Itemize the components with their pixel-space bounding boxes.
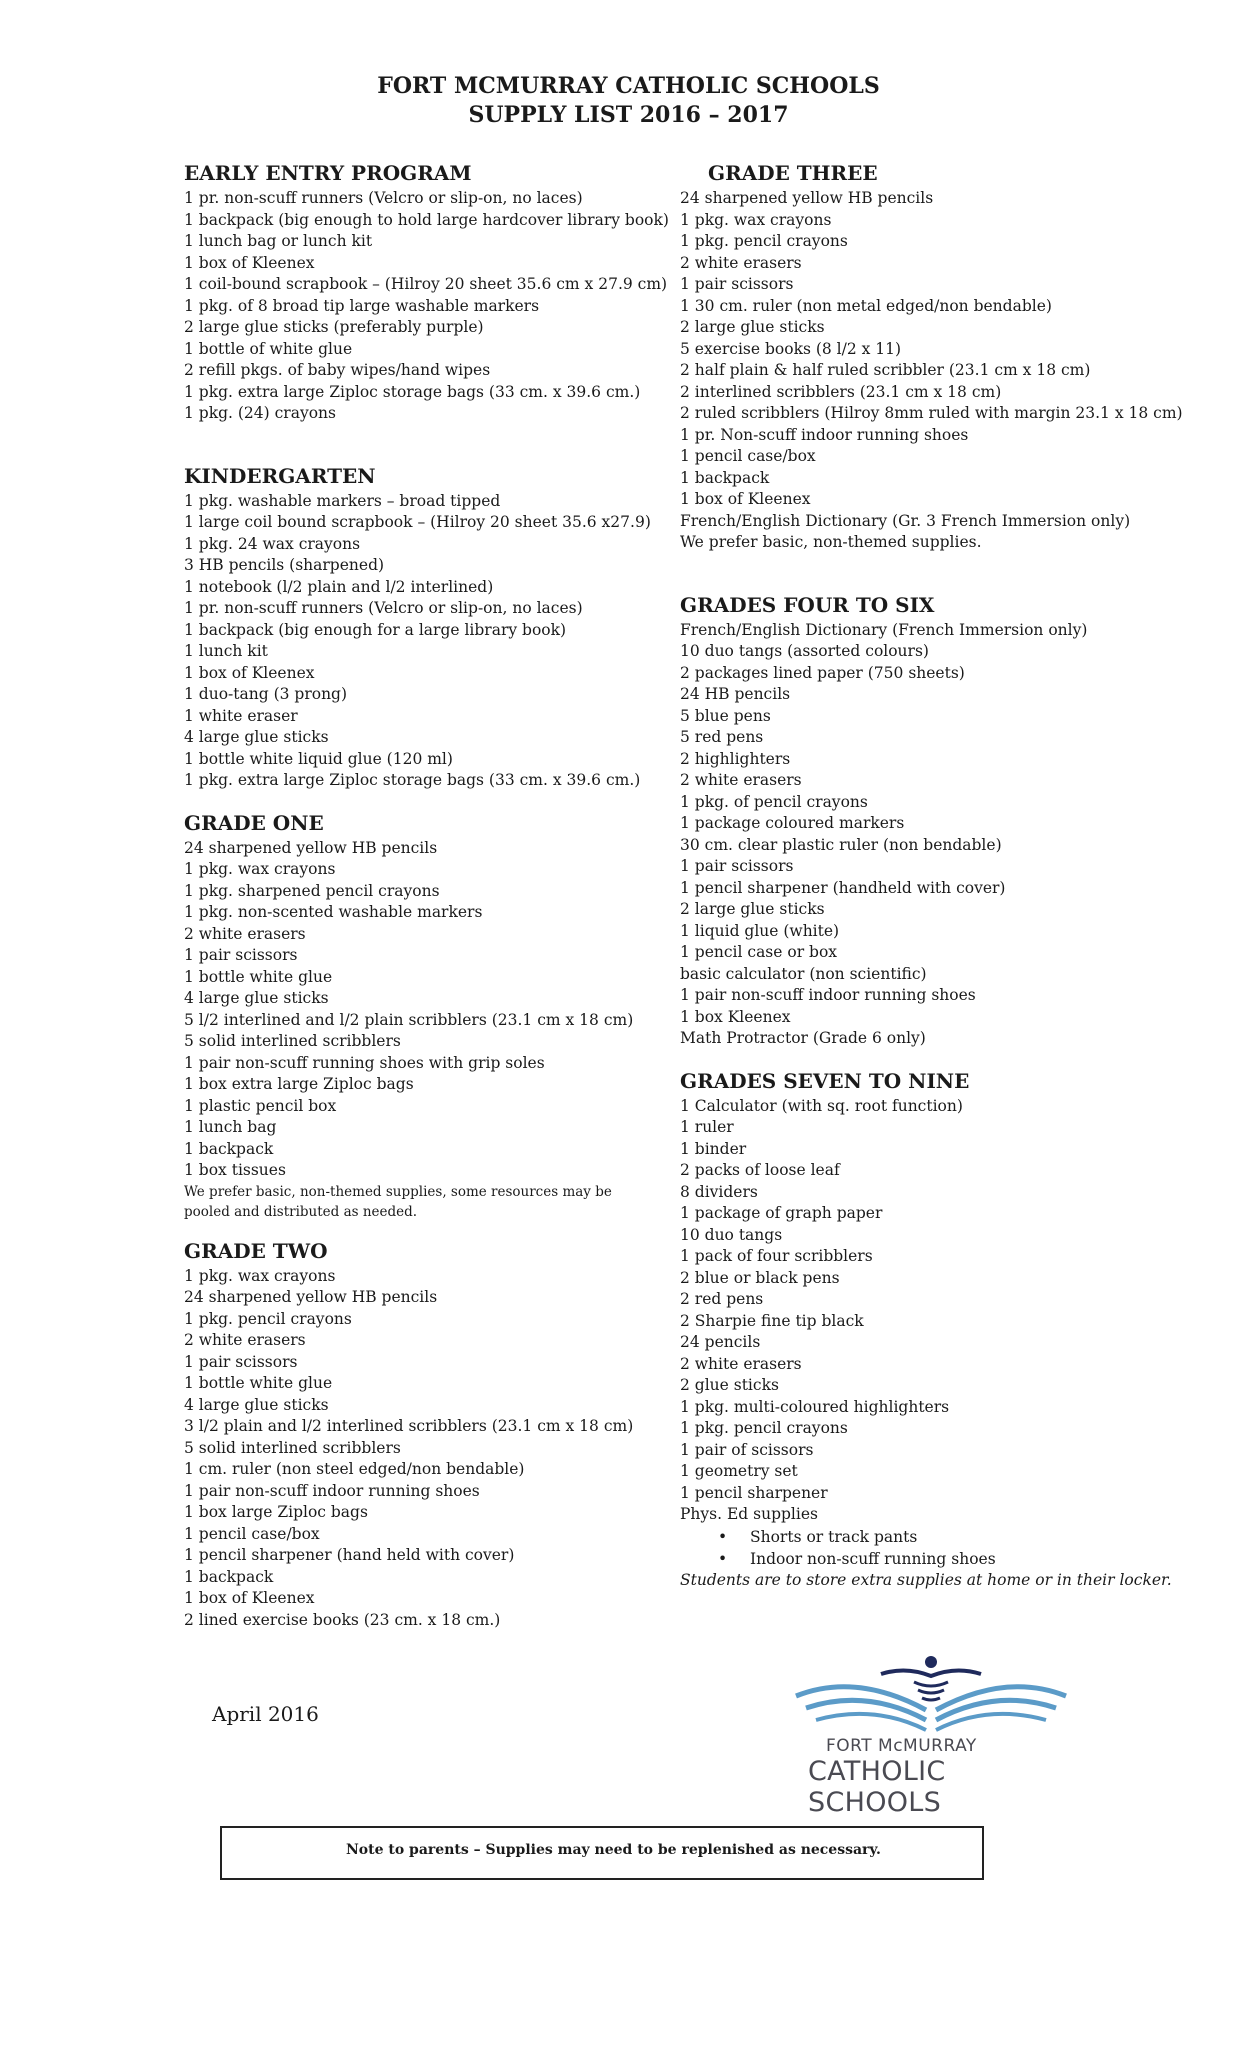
list-item: 1 lunch kit	[184, 642, 268, 660]
list-item: 1 pkg. sharpened pencil crayons	[184, 881, 440, 900]
grade-one-note-line2: pooled and distributed as needed.	[184, 1203, 418, 1220]
list-item: 1 ruler	[680, 1118, 734, 1136]
list-item: 2 ruled scribblers (Hilroy 8mm ruled with margin 23.1 x 18 cm)	[680, 404, 1183, 422]
list-item: 1 backpack	[184, 1139, 274, 1158]
list-item: 1 white eraser	[184, 706, 298, 725]
list-item: 2 white erasers	[680, 771, 802, 789]
section-early-entry	[184, 158, 704, 425]
section-kindergarten	[184, 461, 704, 792]
list-item: 1 lunch bag	[184, 1118, 277, 1136]
list-item: 4 large glue sticks	[184, 1395, 329, 1414]
list-item: 1 pr. non-scuff runners (Velcro or slip-on, no laces)	[184, 599, 583, 617]
list-item: 2 refill pkgs. of baby wipes/hand wipes	[184, 361, 491, 379]
list-item: 2 half plain & half ruled scribbler (23.1 cm x 18 cm)	[680, 361, 1091, 379]
list-item: 10 duo tangs	[680, 1225, 783, 1244]
list-item: 1 pair non-scuff indoor running shoes	[680, 986, 976, 1004]
left-column	[184, 158, 704, 1631]
section-heading: GRADES SEVEN TO NINE	[680, 1068, 970, 1093]
list-item: 1 backpack	[680, 468, 770, 487]
list-item: 1 box Kleenex	[680, 1007, 791, 1026]
section-heading: GRADES FOUR TO SIX	[680, 592, 935, 617]
list-item: 1 pkg. 24 wax crayons	[184, 534, 361, 553]
list-item: 2 white erasers	[184, 924, 306, 943]
list-item: 1 geometry set	[680, 1462, 798, 1480]
list-item: 1 notebook (l/2 plain and l/2 interlined)	[184, 577, 494, 596]
list-item: 1 pencil case/box	[680, 447, 816, 465]
list-item: 1 backpack (big enough for a large library book)	[184, 620, 567, 639]
list-item: 24 sharpened yellow HB pencils	[184, 1288, 438, 1306]
section-heading: GRADE THREE	[708, 161, 878, 185]
item-list	[184, 1266, 704, 1632]
list-item: 1 pair of scissors	[680, 1440, 814, 1459]
list-item: 1 pkg. extra large Ziploc storage bags (33 cm. x 39.6 cm.)	[184, 771, 641, 789]
list-item: 1 pair non-scuff indoor running shoes	[184, 1481, 480, 1500]
list-item: 2 glue sticks	[680, 1376, 779, 1394]
list-item: 4 large glue sticks	[184, 728, 329, 746]
list-item: 1 pack of four scribblers	[680, 1247, 873, 1265]
parent-note-box	[220, 1826, 984, 1880]
list-item: 3 l/2 plain and l/2 interlined scribblers (23.1 cm x 18 cm)	[184, 1417, 634, 1435]
section-heading: KINDERGARTEN	[184, 463, 376, 488]
list-item: 1 backpack	[184, 1567, 274, 1586]
item-list	[184, 838, 704, 1182]
list-item: 2 highlighters	[680, 749, 791, 768]
list-item: 1 bottle white glue	[184, 1374, 333, 1392]
section-grades-four-six	[680, 590, 1200, 1050]
list-item: 4 large glue sticks	[184, 989, 329, 1007]
list-item: Phys. Ed supplies	[680, 1505, 818, 1523]
list-item: 24 pencils	[680, 1333, 761, 1351]
list-item: 1 pkg. extra large Ziploc storage bags (33 cm. x 39.6 cm.)	[184, 382, 641, 401]
list-item: 1 plastic pencil box	[184, 1096, 337, 1115]
page-subtitle: SUPPLY LIST 2016 – 2017	[468, 102, 789, 128]
list-item: 2 large glue sticks	[680, 318, 825, 336]
page-title: FORT MCMURRAY CATHOLIC SCHOOLS	[377, 73, 880, 99]
list-item: 1 package coloured markers	[680, 814, 905, 832]
list-item: 1 box of Kleenex	[184, 1589, 315, 1607]
bullet-icon: •	[718, 1549, 728, 1568]
list-item: 2 large glue sticks (preferably purple)	[184, 318, 484, 336]
item-list	[184, 188, 704, 425]
list-item: 2 white erasers	[680, 1354, 802, 1373]
logo-text-line1: FORT McMURRAY	[826, 1736, 977, 1756]
list-item: 1 pkg. pencil crayons	[680, 232, 848, 250]
list-item: 1 pkg. wax crayons	[184, 860, 336, 878]
list-item: 2 packs of loose leaf	[680, 1161, 840, 1179]
list-item: 1 package of graph paper	[680, 1204, 883, 1222]
list-item: 1 pencil case/box	[184, 1524, 320, 1543]
list-item: 2 packages lined paper (750 sheets)	[680, 663, 965, 682]
list-item: 10 duo tangs (assorted colours)	[680, 642, 929, 660]
section-heading: EARLY ENTRY PROGRAM	[184, 161, 472, 185]
logo-book-icon	[786, 1652, 1076, 1738]
item-list	[184, 491, 704, 792]
list-item: 2 interlined scribblers (23.1 cm x 18 cm)	[680, 382, 1002, 401]
section-grade-one	[184, 808, 704, 1222]
list-item: 5 l/2 interlined and l/2 plain scribblers (23.1 cm x 18 cm)	[184, 1010, 634, 1029]
bullet-text: Shorts or track pants	[750, 1527, 918, 1546]
list-item: 5 red pens	[680, 728, 764, 746]
list-item: 1 Calculator (with sq. root function)	[680, 1096, 963, 1115]
list-item: 2 Sharpie fine tip black	[680, 1311, 864, 1330]
list-item: 1 pkg. wax crayons	[680, 210, 832, 229]
list-item: 5 exercise books (8 l/2 x 11)	[680, 339, 902, 358]
list-item: 1 liquid glue (white)	[680, 921, 840, 940]
closing-note: Students are to store extra supplies at home or in their locker.	[680, 1570, 1172, 1589]
list-item: 1 pr. non-scuff runners (Velcro or slip-on, no laces)	[184, 189, 583, 207]
section-grade-two	[184, 1236, 704, 1632]
item-list	[680, 188, 1200, 554]
list-item: 1 bottle white glue	[184, 967, 333, 986]
list-item: 1 backpack (big enough to hold large hardcover library book)	[184, 210, 669, 229]
list-item: 2 blue or black pens	[680, 1268, 840, 1287]
list-item: 2 white erasers	[680, 253, 802, 272]
list-item: 1 box extra large Ziploc bags	[184, 1075, 414, 1093]
list-item: 1 pair scissors	[184, 1352, 298, 1371]
list-item: 24 HB pencils	[680, 685, 791, 703]
list-item: 1 pkg. non-scented washable markers	[184, 903, 483, 921]
list-item: We prefer basic, non-themed supplies.	[680, 533, 982, 551]
item-list	[680, 1096, 1200, 1526]
list-item: 1 box of Kleenex	[184, 663, 315, 682]
list-item: 8 dividers	[680, 1182, 758, 1201]
list-item: 1 box of Kleenex	[184, 253, 315, 272]
list-item: 1 pair scissors	[184, 946, 298, 964]
list-item: 1 pkg. washable markers – broad tipped	[184, 491, 501, 510]
right-column	[680, 158, 1200, 1591]
list-item: 1 pencil sharpener	[680, 1483, 828, 1502]
list-item: 1 pair scissors	[680, 275, 794, 293]
list-item: Math Protractor (Grade 6 only)	[680, 1029, 926, 1047]
list-item: 1 pair non-scuff running shoes with grip soles	[184, 1053, 545, 1072]
list-item: 1 coil-bound scrapbook – (Hilroy 20 sheet 35.6 cm x 27.9 cm)	[184, 275, 668, 293]
list-item: 1 cm. ruler (non steel edged/non bendable)	[184, 1460, 525, 1478]
item-list	[680, 620, 1200, 1050]
list-item: 1 pencil case or box	[680, 943, 838, 961]
list-item: 1 pencil sharpener (hand held with cover)	[184, 1546, 515, 1564]
list-item: 5 solid interlined scribblers	[184, 1438, 401, 1457]
list-item: 1 bottle white liquid glue (120 ml)	[184, 749, 453, 768]
list-item: 3 HB pencils (sharpened)	[184, 556, 385, 574]
list-item: 2 large glue sticks	[680, 900, 825, 918]
list-item: 1 pkg. wax crayons	[184, 1266, 336, 1285]
bullet-item	[680, 1526, 1200, 1548]
section-grade-three	[680, 158, 1200, 554]
list-item: 1 pkg. multi-coloured highlighters	[680, 1397, 950, 1416]
list-item: 24 sharpened yellow HB pencils	[184, 838, 438, 857]
list-item: 24 sharpened yellow HB pencils	[680, 189, 934, 207]
bullet-icon: •	[718, 1527, 728, 1546]
list-item: 1 box tissues	[184, 1161, 286, 1179]
list-item: 1 bottle of white glue	[184, 339, 353, 358]
list-item: 1 large coil bound scrapbook – (Hilroy 20 sheet 35.6 x27.9)	[184, 513, 651, 531]
list-item: 1 binder	[680, 1139, 747, 1158]
document-date: April 2016	[212, 1702, 319, 1726]
list-item: 1 duo-tang (3 prong)	[184, 685, 348, 703]
list-item: 1 pkg. (24) crayons	[184, 404, 336, 422]
list-item: 5 blue pens	[680, 706, 771, 725]
section-heading: GRADE TWO	[184, 1238, 328, 1263]
list-item: 1 lunch bag or lunch kit	[184, 232, 373, 250]
list-item: 1 pkg. of 8 broad tip large washable markers	[184, 296, 540, 315]
parent-note: Note to parents – Supplies may need to be replenished as necessary.	[346, 1842, 881, 1858]
list-item: French/English Dictionary (French Immersion only)	[680, 620, 1088, 639]
school-logo	[786, 1652, 1076, 1818]
list-item: 1 30 cm. ruler (non metal edged/non bendable)	[680, 296, 1052, 315]
bullet-text: Indoor non-scuff running shoes	[750, 1549, 996, 1568]
list-item: 1 pkg. pencil crayons	[680, 1419, 848, 1437]
list-item: 1 pr. Non-scuff indoor running shoes	[680, 425, 969, 444]
list-item: 1 pair scissors	[680, 857, 794, 875]
list-item: basic calculator (non scientific)	[680, 964, 927, 983]
list-item: 1 pkg. of pencil crayons	[680, 792, 868, 811]
list-item: 1 pencil sharpener (handheld with cover)	[680, 878, 1006, 897]
grade-one-note-line1: We prefer basic, non-themed supplies, some resources may be	[184, 1183, 612, 1200]
section-grades-seven-nine	[680, 1066, 1200, 1592]
logo-text-line2: CATHOLIC SCHOOLS	[808, 1756, 946, 1818]
list-item: 2 white erasers	[184, 1331, 306, 1349]
section-heading: GRADE ONE	[184, 810, 324, 835]
bullet-item	[680, 1548, 1200, 1570]
list-item: French/English Dictionary (Gr. 3 French Immersion only)	[680, 511, 1131, 530]
list-item: 30 cm. clear plastic ruler (non bendable)	[680, 835, 1002, 854]
list-item: 1 box of Kleenex	[680, 490, 811, 508]
list-item: 5 solid interlined scribblers	[184, 1032, 401, 1050]
list-item: 2 red pens	[680, 1290, 764, 1308]
list-item: 2 lined exercise books (23 cm. x 18 cm.)	[184, 1610, 501, 1629]
list-item: 1 box large Ziploc bags	[184, 1503, 368, 1521]
list-item: 1 pkg. pencil crayons	[184, 1309, 352, 1328]
